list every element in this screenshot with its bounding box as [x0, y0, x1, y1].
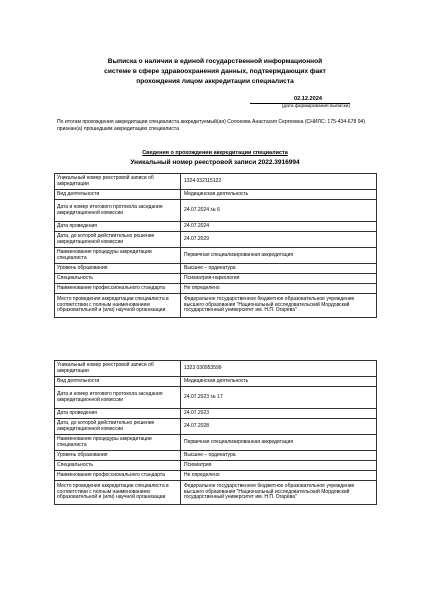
field-value: Первичная специализированная аккредитация [181, 248, 377, 264]
field-label: Уровень образования [55, 451, 181, 461]
field-label: Дата, до которой действительно решение аккредитационной комиссии [55, 419, 181, 435]
field-label: Специальность [55, 461, 181, 471]
table-row [55, 471, 377, 481]
field-label: Место проведения аккредитации специалиста в соответствии с полным наименованием образовательной и (или) научной организации [55, 294, 181, 318]
field-label: Дата и номер итогового протокола заседания аккредитационной комиссии [55, 200, 181, 222]
field-label: Уникальный номер реестровой записи об аккредитации [55, 174, 181, 190]
field-value: Федеральное государственное бюджетное образовательное учреждение высшего образования "Национальный исследовательский Мордовский государственный университет им. Н.П. Огарёва" [181, 481, 377, 505]
document-title [60, 57, 370, 87]
issue-date-caption: (дата формирования выписки) [281, 104, 350, 109]
field-value: Не определено [181, 471, 377, 481]
field-label: Наименование процедуры аккредитации специалиста [55, 248, 181, 264]
field-label: Наименование профессионального стандарта [55, 471, 181, 481]
field-value: Психиатрия-наркология [181, 274, 377, 284]
table-row [55, 200, 377, 222]
title-line: прохождения лицом аккредитации специалиста [136, 78, 294, 85]
field-label: Наименование профессионального стандарта [55, 284, 181, 294]
field-value: 24.07.2028 [181, 419, 377, 435]
field-label: Вид деятельности [55, 377, 181, 387]
table-row [55, 232, 377, 248]
title-line: Выписка о наличии в единой государственной информационной [107, 58, 323, 65]
table-row [55, 248, 377, 264]
field-value: Психиатрия [181, 461, 377, 471]
table-row [55, 274, 377, 284]
table-row [55, 461, 377, 471]
field-label: Дата проведения [55, 222, 181, 232]
field-label: Дата и номер итогового протокола заседания аккредитационной комиссии [55, 387, 181, 409]
table-row [55, 222, 377, 232]
field-label: Дата, до которой действительно решение аккредитационной комиссии [55, 232, 181, 248]
field-value: 24.07.2024 [181, 222, 377, 232]
field-label: Специальность [55, 274, 181, 284]
field-value: Федеральное государственное бюджетное образовательное учреждение высшего образования "Национальный исследовательский Мордовский государственный университет им. Н.П. Огарёва" [181, 294, 377, 318]
registry-number-title: Уникальный номер реестровой записи 2022.3916994 [130, 159, 300, 166]
field-value: 24.07.2023 № 17 [181, 387, 377, 409]
table-row [55, 294, 377, 318]
field-value: 24.07.2023 [181, 409, 377, 419]
table-row [55, 409, 377, 419]
field-value: Высшее – ординатура [181, 451, 377, 461]
table-row [55, 481, 377, 505]
table-row [55, 284, 377, 294]
field-value: 1323 030953599 [181, 361, 377, 377]
table-row [55, 387, 377, 409]
table-row [55, 451, 377, 461]
field-value: 1324 032115122 [181, 174, 377, 190]
table-row [55, 174, 377, 190]
table-row [55, 419, 377, 435]
table-row [55, 361, 377, 377]
title-line: системе в сфере здравоохранения данных, подтверждающих факт [104, 68, 326, 75]
field-value: Медицинская деятельность [181, 190, 377, 200]
field-value: Медицинская деятельность [181, 377, 377, 387]
field-label: Дата проведения [55, 409, 181, 419]
field-label: Место проведения аккредитации специалиста в соответствии с полным наименованием образовательной и (или) научной организации [55, 481, 181, 505]
field-value: 24.07.2029 [181, 232, 377, 248]
accreditation-record-table [54, 360, 377, 505]
intro-paragraph: По итогам прохождения аккредитации специалиста аккредитуемый(ая) Солоеова Анастасия Сергеевна (СНИЛС: 175-434-678 94) признан(а) прошедшим аккредитацию специалиста [57, 119, 366, 133]
field-value: Первичная специализированная аккредитация [181, 435, 377, 451]
issue-date: 02.12.2024 [294, 96, 322, 102]
field-label: Наименование процедуры аккредитации специалиста [55, 435, 181, 451]
accreditation-record-table [54, 173, 377, 318]
field-value: 24.07.2024 № 6 [181, 200, 377, 222]
section-title: Сведения о прохождении аккредитации специалиста [142, 150, 288, 156]
table-row [55, 190, 377, 200]
table-row [55, 264, 377, 274]
table-row [55, 435, 377, 451]
field-label: Уникальный номер реестровой записи об аккредитации [55, 361, 181, 377]
table-row [55, 377, 377, 387]
field-value: Высшее – ординатура [181, 264, 377, 274]
field-value: Не определено [181, 284, 377, 294]
field-label: Вид деятельности [55, 190, 181, 200]
field-label: Уровень образования [55, 264, 181, 274]
